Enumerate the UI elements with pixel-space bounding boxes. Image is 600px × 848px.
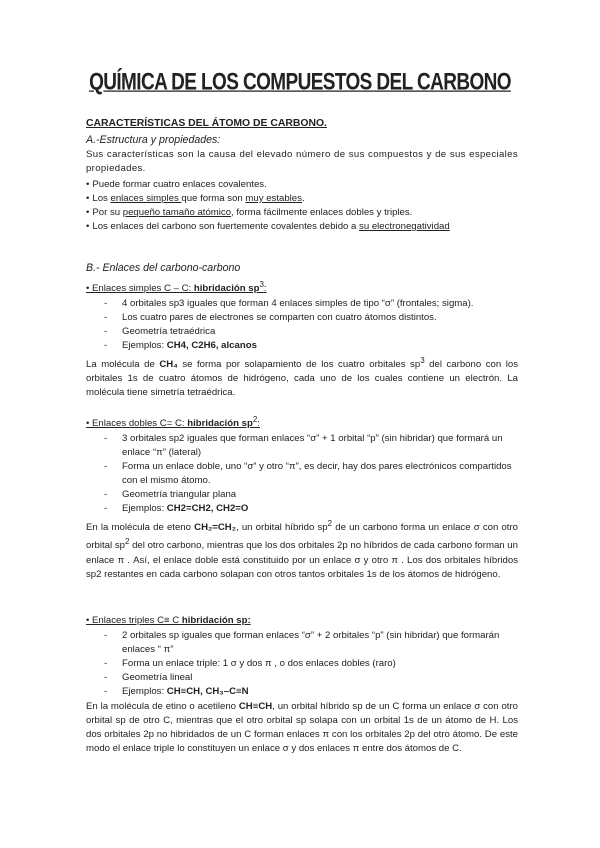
para-text: En la molécula de eteno (86, 522, 195, 534)
item-bold: CH4, C2H6, alcanos (166, 340, 257, 352)
para-text: , un orbital híbrido sp de un C forma un enlace σ con otro orbital sp de otro C, mientras que el otro orbital sp solapa con un orbital 1s de un átomo de H. Los dos orbitales 2p no hibridados de un C forman enlaces π con los orbitales 2p del otro átomo. De este modo el enlace triple lo constituyen un enlace σ y dos enlaces π entre dos átomos de C. (86, 701, 518, 754)
superscript: 2 (124, 537, 130, 547)
formula: CH₂=CH₂ (194, 522, 236, 534)
para-text: del otro carbono, mientras que los dos orbitales 2p no híbridos de cada carbono forman un enlace π . Así, el enlace doble está constituido por un enlace σ y otro π . Los dos orbitales híbridos sp2 restantes en cada carbono solapan con otros tantos orbitales 1s de los átomos de hidrógeno. (86, 540, 518, 580)
double-bonds-section (86, 413, 518, 582)
list-item (86, 220, 518, 234)
heading-text: : (257, 418, 260, 430)
double-bonds-heading (86, 413, 518, 431)
heading-text: Enlaces triples C≡ C (92, 615, 182, 626)
bullet-text: Los (92, 193, 111, 204)
list-item: - 3 orbitales sp2 iguales que forman enlaces “σ” + 1 orbital “p” (sin hibridar) que formará un enlace “π” (lateral) (106, 432, 518, 460)
bullet-text: Por su (92, 207, 123, 218)
superscript: 3 (259, 280, 264, 289)
bullet-dot: • (86, 615, 93, 626)
underlined-term: su electronegatividad (359, 221, 450, 232)
section-a-subheading: A.-Estructura y propiedades: (86, 134, 221, 146)
list-item: - Forma un enlace doble, uno “σ” y otro “π”, es decir, hay dos pares electrónicos compartidos con el mismo átomo. (106, 460, 518, 488)
item-text: Ejemplos: (122, 686, 167, 697)
item-bold: CH2=CH2, CH2=O (166, 503, 249, 515)
double-bonds-paragraph (86, 517, 518, 581)
underlined-term: muy estables (245, 193, 302, 204)
section-a-intro: Sus características son la causa del elevado número de sus compuestos y de sus especiales propiedades. (86, 149, 518, 174)
list-item (86, 178, 518, 192)
item-text: Ejemplos: (122, 503, 167, 515)
list-item (86, 206, 518, 220)
superscript: 3 (420, 356, 425, 366)
underlined-term: pequeño tamaño atómico (122, 207, 232, 218)
bullet-text: , forma fácilmente enlaces dobles y triples. (231, 207, 413, 218)
bullet-text: . (301, 193, 305, 204)
list-item (106, 685, 518, 699)
bullet-text: que forma son (181, 193, 246, 204)
bullet-dot: • (86, 418, 93, 430)
heading-bold: hibridación sp: (181, 615, 251, 626)
section-a-heading: CARACTERÍSTICAS DEL ÁTOMO DE CARBONO. (86, 118, 327, 129)
list-item: - 2 orbitales sp iguales que forman enlaces “σ” + 2 orbitales “p” (sin hibridar) que formarán enlaces “ π” (106, 629, 518, 657)
para-text: En la molécula de etino o acetileno (86, 701, 239, 712)
section-b (86, 261, 518, 275)
heading-bold: hibridación sp (187, 418, 253, 430)
list-item: - 4 orbitales sp3 iguales que forman 4 enlaces simples de tipo “σ” (frontales; sigma). (106, 297, 518, 311)
simple-bonds-paragraph (86, 354, 518, 400)
list-item (106, 502, 518, 516)
bullet-text: Los enlaces del carbono son fuertemente covalentes debido a (92, 221, 360, 232)
simple-bonds-heading (86, 278, 518, 296)
superscript: 2 (327, 519, 333, 529)
heading-text: Enlaces simples C – C: (92, 283, 194, 295)
simple-bonds-section (86, 278, 518, 400)
triple-bonds-heading (86, 614, 518, 628)
list-item: - Los cuatro pares de electrones se comparten con cuatro átomos distintos. (106, 311, 518, 325)
formula: CH₄ (159, 359, 178, 371)
heading-text: : (263, 283, 267, 295)
triple-bonds-list (86, 629, 518, 699)
para-text: , un orbital híbrido sp (235, 522, 328, 534)
list-item: - Geometría triangular plana (106, 488, 518, 502)
heading-text: Enlaces dobles C= C: (92, 418, 188, 430)
bullet-text: Puede formar cuatro enlaces covalentes. (92, 179, 267, 190)
triple-bonds-paragraph (86, 700, 518, 756)
item-bold: CH≡CH, CH₃–C≡N (166, 686, 249, 697)
formula: CH≡CH (238, 701, 273, 712)
section-b-subheading: B.- Enlaces del carbono-carbono (86, 262, 241, 274)
section-a (86, 117, 518, 234)
underlined-term: enlaces simples (110, 193, 182, 204)
superscript: 2 (252, 415, 258, 424)
para-text: de un carbono forma un enlace σ con otro orbital sp (86, 522, 518, 552)
triple-bonds-section (86, 614, 518, 756)
section-a-bullets (86, 178, 518, 234)
list-item (86, 192, 518, 206)
page-title: QUÍMICA DE LOS COMPUESTOS DEL CARBONO (89, 69, 511, 96)
list-item (106, 339, 518, 353)
bullet-dot: • (86, 283, 93, 295)
double-bonds-list (86, 432, 518, 516)
heading-bold: hibridación sp (193, 283, 260, 295)
item-text: Ejemplos: (122, 340, 167, 352)
para-text: se forma por solapamiento de los cuatro orbitales sp (177, 359, 421, 371)
para-text: del carbono con los orbitales 1s de cuatro átomos de hidrógeno, cada uno de los cuales contiene un electrón. La molécula tiene simetría tetraédrica. (86, 359, 518, 399)
list-item: - Geometría lineal (106, 671, 518, 685)
list-item: - Geometría tetraédrica (106, 325, 518, 339)
simple-bonds-list (86, 297, 518, 353)
para-text: La molécula de (86, 359, 160, 371)
list-item: - Forma un enlace triple: 1 σ y dos π , o dos enlaces dobles (raro) (106, 657, 518, 671)
